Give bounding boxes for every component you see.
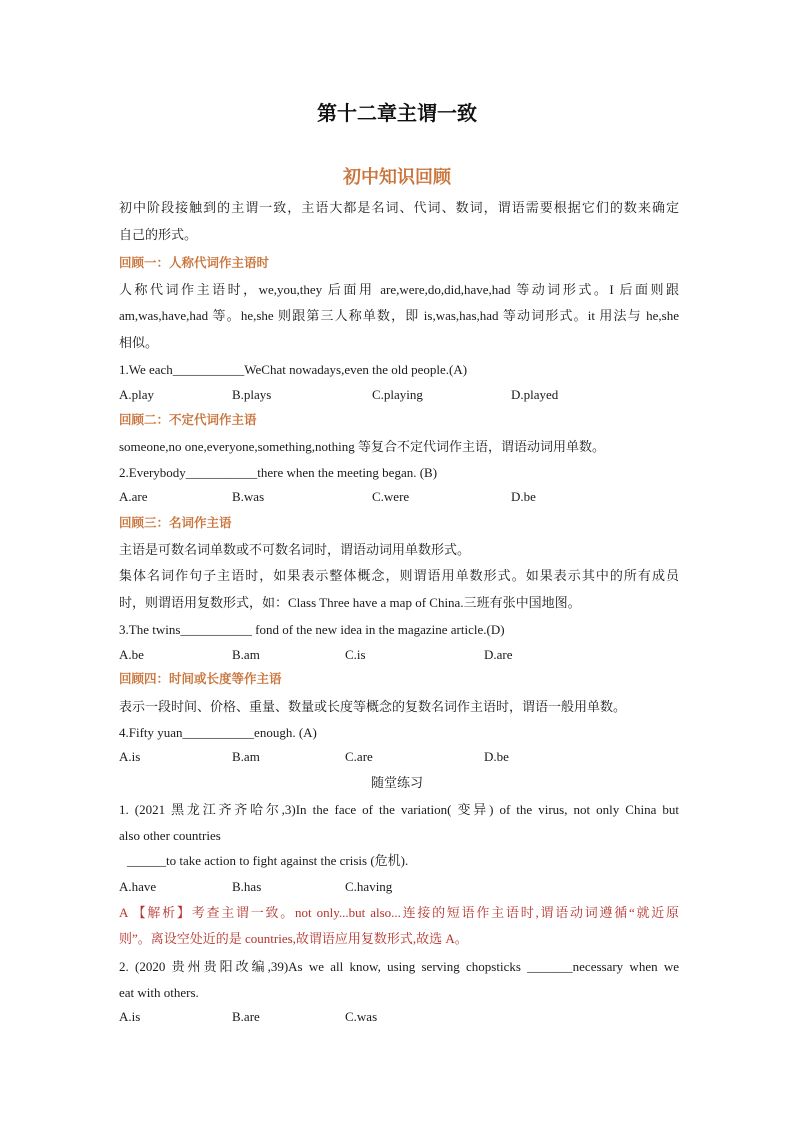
- practice-q2-line-2: eat with others.: [119, 985, 199, 1000]
- review3-text-1: 主语是可数名词单数或不可数名词时，谓语动词用单数形式。: [119, 542, 471, 557]
- intro-line-2: 自己的形式。: [119, 227, 198, 242]
- practice-heading: 随堂练习: [370, 775, 423, 790]
- review2-heading: 回顾二：不定代词作主语: [119, 412, 257, 427]
- review3-option-c: C.is: [345, 647, 366, 662]
- review3-text-3: 时，则谓语用复数形式，如：Class Three have a map of China.三班有张中国地图。: [119, 595, 581, 610]
- review1-heading: 回顾一：人称代词作主语时: [119, 255, 270, 270]
- review4-option-a: A.is: [119, 749, 141, 764]
- review1-option-a: A.play: [119, 387, 155, 402]
- review4-question: 4.Fifty yuan___________enough. (A): [119, 725, 317, 740]
- review4-option-d: D.be: [484, 749, 509, 764]
- review1-option-c: C.playing: [372, 387, 423, 402]
- review1-option-b: B.plays: [232, 387, 272, 402]
- review1-text-1: 人称代词作主语时，we,you,they 后面用 are,were,do,did,have,had 等动词形式。I 后面则跟: [119, 282, 679, 297]
- review3-option-b: B.am: [232, 647, 260, 662]
- practice-q1-option-c: C.having: [345, 879, 393, 894]
- practice-q2-option-c: C.was: [345, 1009, 378, 1024]
- review2-option-b: B.was: [232, 489, 265, 504]
- review4-option-c: C.are: [345, 749, 373, 764]
- review1-question: 1.We each___________WeChat nowadays,even the old people.(A): [119, 362, 468, 377]
- review4-text-1: 表示一段时间、价格、重量、数量或长度等概念的复数名词作主语时，谓语一般用单数。: [119, 699, 627, 714]
- review4-heading: 回顾四：时间或长度等作主语: [119, 671, 282, 686]
- review3-heading: 回顾三：名词作主语: [119, 515, 232, 530]
- practice-q1-analysis-1: A 【解析】考查主谓一致。not only...but also...连接的短语作主语时,谓语动词遵循“就近原: [119, 905, 679, 920]
- practice-q1-line-1: 1. (2021 黑龙江齐齐哈尔,3)In the face of the variation( 变异) of the virus, not only China but: [119, 802, 679, 817]
- intro-line-1: 初中阶段接触到的主谓一致，主语大都是名词、代词、数词，谓语需要根据它们的数来确定: [119, 200, 679, 215]
- review4-option-b: B.am: [232, 749, 260, 764]
- practice-q1-analysis-2: 则”。离设空处近的是 countries,故谓语应用复数形式,故选 A。: [119, 931, 468, 946]
- review1-text-2: am,was,have,had 等。he,she 则跟第三人称单数，即 is,was,has,had 等动词形式。it 用法与 he,she: [119, 308, 679, 323]
- practice-q2-option-a: A.is: [119, 1009, 141, 1024]
- review2-option-a: A.are: [119, 489, 148, 504]
- review1-text-3: 相似。: [119, 335, 159, 350]
- practice-q1-option-b: B.has: [232, 879, 262, 894]
- review1-option-d: D.played: [511, 387, 559, 402]
- review2-option-c: C.were: [372, 489, 410, 504]
- review2-option-d: D.be: [511, 489, 536, 504]
- review3-option-d: D.are: [484, 647, 513, 662]
- review2-text-1: someone,no one,everyone,something,nothing 等复合不定代词作主语，谓语动词用单数。: [119, 439, 606, 454]
- practice-q1-option-a: A.have: [119, 879, 157, 894]
- review2-question: 2.Everybody___________there when the meeting began. (B): [119, 465, 438, 480]
- review3-question: 3.The twins___________ fond of the new idea in the magazine article.(D): [119, 622, 505, 637]
- review3-text-2: 集体名词作句子主语时，如果表示整体概念，则谓语用单数形式。如果表示其中的所有成员: [119, 568, 679, 583]
- review3-option-a: A.be: [119, 647, 144, 662]
- practice-q2-line-1: 2. (2020 贵州贵阳改编,39)As we all know, using serving chopsticks _______necessary when we: [119, 959, 679, 974]
- section-subtitle: 初中知识回顾: [343, 167, 451, 188]
- practice-q1-line-2: also other countries: [119, 828, 221, 843]
- practice-q1-line-3: ______to take action to fight against the crisis (危机).: [127, 853, 409, 868]
- chapter-title: 第十二章主谓一致: [317, 101, 477, 125]
- practice-q2-option-b: B.are: [232, 1009, 260, 1024]
